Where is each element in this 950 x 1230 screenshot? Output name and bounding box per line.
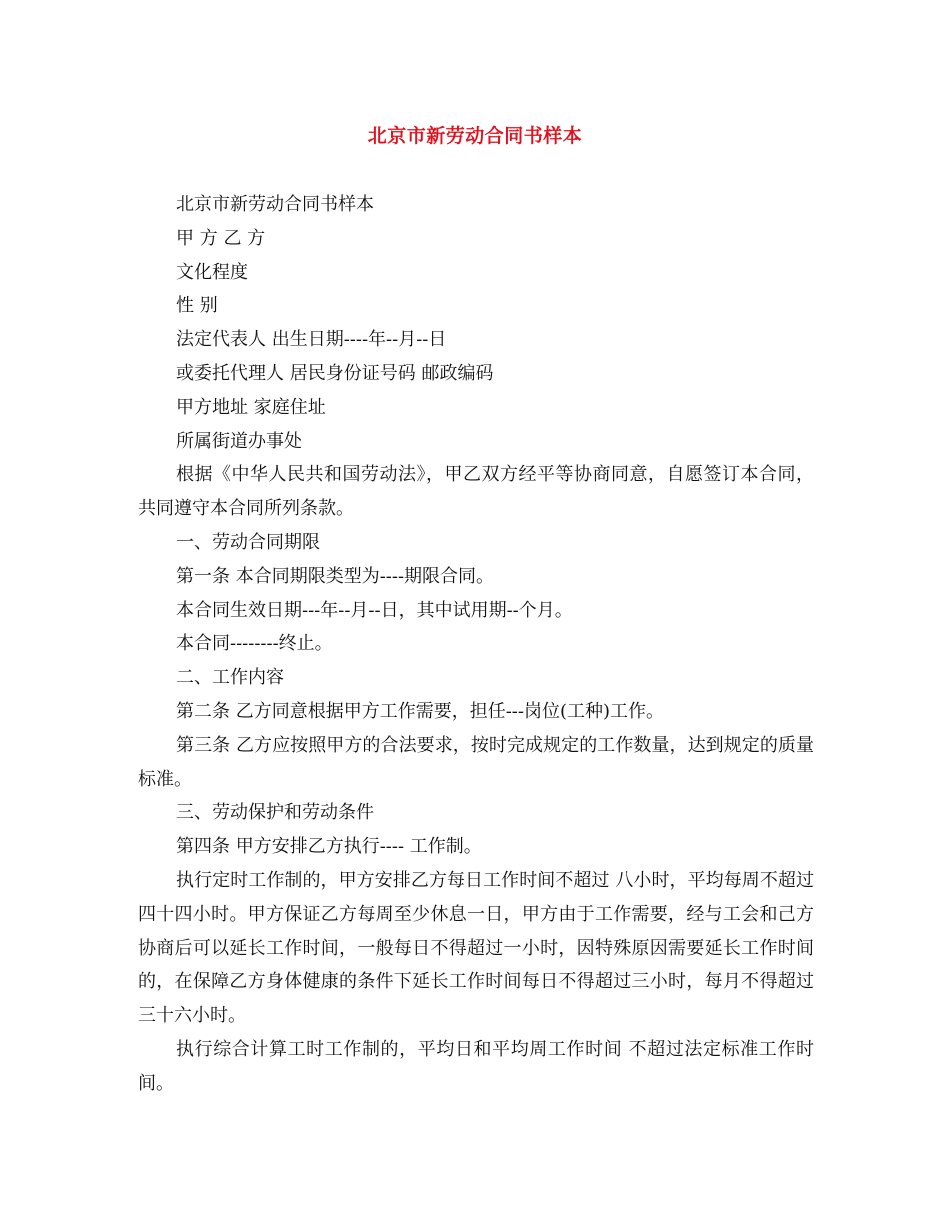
paragraph-comprehensive-hours: 执行综合计算工时工作制的，平均日和平均周工作时间 不超过法定标准工作时间。 — [138, 1038, 814, 1094]
paragraph-termination: 本合同--------终止。 — [176, 633, 333, 655]
document-body — [138, 188, 814, 1101]
paragraph-address: 甲方地址 家庭住址 — [176, 396, 326, 418]
paragraph-preamble: 根据《中华人民共和国劳动法》，甲乙双方经平等协商同意，自愿签订本合同，共同遵守本合同所列条款。 — [138, 464, 814, 520]
paragraph-effective-date: 本合同生效日期---年--月--日，其中试用期--个月。 — [176, 599, 573, 621]
article-1: 第一条 本合同期限类型为----期限合同。 — [176, 565, 495, 587]
article-4: 第四条 甲方安排乙方执行---- 工作制。 — [176, 836, 482, 858]
paragraph-legal-representative: 法定代表人 出生日期----年--月--日 — [176, 329, 447, 351]
article-2: 第二条 乙方同意根据甲方工作需要，担任---岗位(工种)工作。 — [176, 700, 665, 722]
paragraph-education: 文化程度 — [176, 261, 248, 283]
paragraph-gender: 性 别 — [176, 295, 218, 317]
paragraph-doc-name: 北京市新劳动合同书样本 — [176, 194, 374, 215]
paragraph-standard-hours: 执行定时工作制的，甲方安排乙方每日工作时间不超过 八小时，平均每周不超过四十四小时。甲方保证乙方每周至少休息一日，甲方由于工作需要，经与工会和己方协商后可以延长工作时间，一般每日不得超过一小时，因特殊原因需要延长工作时间的，在保障乙方身体健康的条件下延长工作时间每日不得超过三小时，每月不得超过三十六小时。 — [138, 869, 814, 1027]
paragraph-street-office: 所属街道办事处 — [176, 430, 302, 452]
section-heading-1: 一、劳动合同期限 — [176, 531, 320, 553]
section-heading-3: 三、劳动保护和劳动条件 — [176, 802, 374, 824]
paragraph-agent: 或委托代理人 居民身份证号码 邮政编码 — [176, 362, 494, 384]
paragraph-parties: 甲 方 乙 方 — [176, 227, 266, 249]
document-title: 北京市新劳动合同书样本 — [367, 125, 583, 147]
article-3: 第三条 乙方应按照甲方的合法要求，按时完成规定的工作数量，达到规定的质量标准。 — [138, 734, 814, 790]
section-heading-2: 二、工作内容 — [176, 667, 284, 689]
